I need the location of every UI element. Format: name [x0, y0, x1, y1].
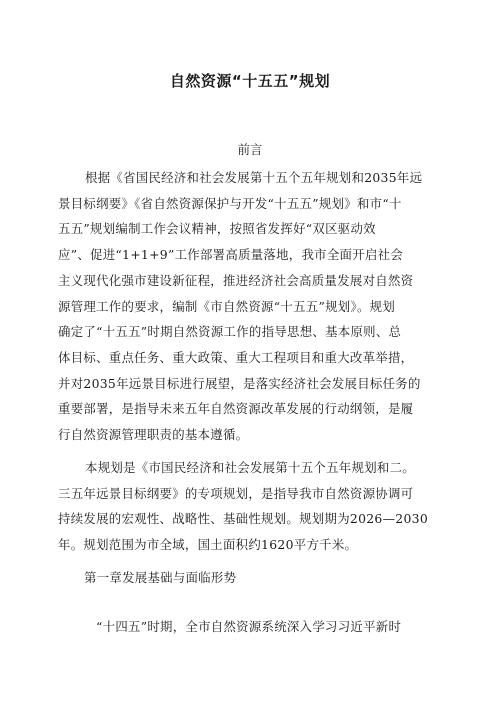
paragraph-line: 重要部署，是指导未来五年自然资源改革发展的行动纲领，是履 [58, 401, 414, 417]
paragraph-line: 源管理工作的要求，编制《市自然资源“十五五”规划》。规划 [58, 298, 396, 314]
preface-paragraph-1 [58, 165, 444, 448]
paragraph-line: 三五年远景目标纲要》的专项规划，是指导我市自然资源协调可 [58, 485, 414, 501]
paragraph-line: 五五”规划编制工作会议精神，按照省发挥好“双区驱动效 [58, 221, 376, 237]
paragraph-line: 景目标纲要》《省自然资源保护与开发“十五五”规划》和市“十 [58, 195, 402, 211]
paragraph-line: 确定了“十五五”时期自然资源工作的指导思想、基本原则、总 [58, 324, 402, 340]
chapter-1-heading: 第一章发展基础与面临形势 [84, 570, 237, 585]
preface-heading: 前言 [237, 142, 263, 157]
paragraph-line: 年。规划范围为市全域，国土面积约1620平方千米。 [58, 537, 358, 553]
document-title: 自然资源“十五五”规划 [169, 72, 331, 90]
paragraph-line: 行自然资源管理职责的基本遵循。 [58, 427, 249, 443]
paragraph-line: 体目标、重点任务、重大政策、重大工程项目和重大改革举措， [58, 349, 414, 365]
preface-paragraph-2 [58, 455, 444, 558]
paragraph-line: 根据《省国民经济和社会发展第十五个五年规划和2035年远 [85, 170, 423, 185]
paragraph-line: 持续发展的宏观性、战略性、基础性规划。规划期为2026—2030 [58, 511, 429, 527]
paragraph-line: 主义现代化强市建设新征程，推进经济社会高质量发展对自然资 [58, 272, 414, 288]
paragraph-line: 本规划是《市国民经济和社会发展第十五个五年规划和二。 [85, 460, 415, 475]
paragraph-line: 并对2035年远景目标进行展望，是落实经济社会发展目标任务的 [58, 375, 421, 391]
paragraph-line: 应”、促进“1+1+9”工作部署高质量落地，我市全面开启社会 [58, 247, 404, 263]
chapter-1-paragraph-1: “十四五”时期，全市自然资源系统深入学习习近平新时 [96, 619, 402, 634]
